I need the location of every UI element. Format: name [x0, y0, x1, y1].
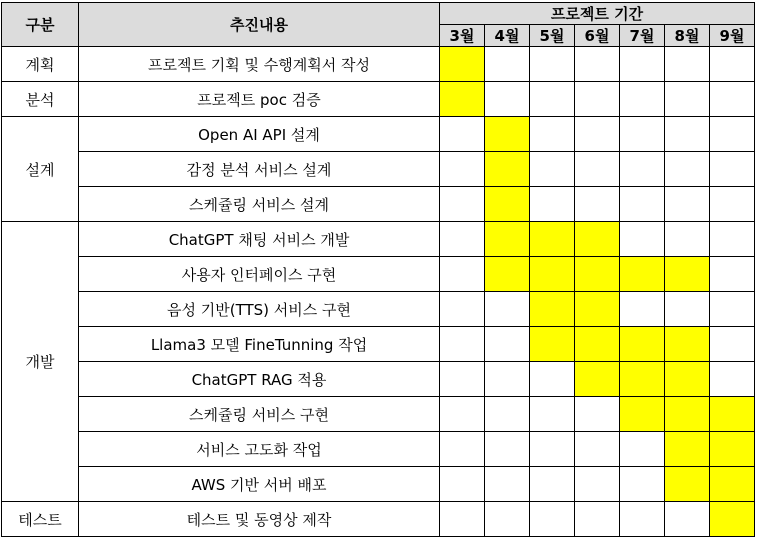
- schedule-cell-active: [575, 362, 620, 397]
- schedule-cell: [575, 117, 620, 152]
- schedule-cell: [575, 502, 620, 537]
- schedule-cell: [665, 292, 710, 327]
- schedule-cell: [485, 292, 530, 327]
- schedule-cell: [710, 187, 755, 222]
- schedule-cell: [665, 502, 710, 537]
- header-task: 추진내용: [79, 3, 440, 47]
- table-row: [2, 397, 755, 432]
- schedule-cell-active: [620, 257, 665, 292]
- schedule-cell-active: [620, 397, 665, 432]
- schedule-cell: [620, 82, 665, 117]
- schedule-cell-active: [665, 467, 710, 502]
- header-month: 3월: [440, 25, 485, 47]
- task-cell: 프로젝트 기획 및 수행계획서 작성: [79, 47, 440, 82]
- schedule-cell-active: [530, 257, 575, 292]
- schedule-cell-active: [485, 152, 530, 187]
- schedule-cell-active: [665, 327, 710, 362]
- schedule-cell: [530, 187, 575, 222]
- schedule-cell: [440, 362, 485, 397]
- schedule-cell: [575, 432, 620, 467]
- schedule-cell: [530, 502, 575, 537]
- schedule-cell: [620, 47, 665, 82]
- schedule-cell: [485, 397, 530, 432]
- schedule-cell: [485, 47, 530, 82]
- schedule-cell: [485, 432, 530, 467]
- schedule-cell: [620, 222, 665, 257]
- schedule-cell: [485, 82, 530, 117]
- schedule-cell-active: [485, 117, 530, 152]
- task-cell: ChatGPT 채팅 서비스 개발: [79, 222, 440, 257]
- schedule-cell-active: [575, 292, 620, 327]
- header-month: 6월: [575, 25, 620, 47]
- schedule-cell: [710, 47, 755, 82]
- schedule-cell: [710, 82, 755, 117]
- schedule-cell: [485, 362, 530, 397]
- schedule-cell-active: [665, 397, 710, 432]
- schedule-cell: [710, 152, 755, 187]
- schedule-cell-active: [665, 362, 710, 397]
- schedule-cell: [575, 187, 620, 222]
- task-cell: Open AI API 설계: [79, 117, 440, 152]
- schedule-cell: [710, 222, 755, 257]
- schedule-cell: [440, 327, 485, 362]
- schedule-cell-active: [485, 222, 530, 257]
- schedule-cell: [530, 397, 575, 432]
- schedule-cell: [440, 502, 485, 537]
- schedule-cell-active: [575, 222, 620, 257]
- schedule-cell: [440, 187, 485, 222]
- table-row: [2, 152, 755, 187]
- header-month: 8월: [665, 25, 710, 47]
- category-cell: 테스트: [2, 502, 79, 537]
- task-cell: 감정 분석 서비스 설계: [79, 152, 440, 187]
- schedule-cell: [620, 292, 665, 327]
- header-period: 프로젝트 기간: [440, 3, 755, 25]
- schedule-cell: [530, 362, 575, 397]
- schedule-cell: [440, 257, 485, 292]
- schedule-cell-active: [710, 467, 755, 502]
- schedule-cell: [485, 502, 530, 537]
- category-cell: 설계: [2, 117, 79, 222]
- table-row: [2, 432, 755, 467]
- schedule-cell: [665, 152, 710, 187]
- header-category: 구분: [2, 3, 79, 47]
- task-cell: ChatGPT RAG 적용: [79, 362, 440, 397]
- task-cell: 스케쥴링 서비스 설계: [79, 187, 440, 222]
- schedule-cell: [440, 117, 485, 152]
- schedule-cell-active: [710, 502, 755, 537]
- schedule-cell: [575, 467, 620, 502]
- category-cell: 분석: [2, 82, 79, 117]
- table-row: [2, 257, 755, 292]
- schedule-cell: [530, 82, 575, 117]
- schedule-cell: [485, 467, 530, 502]
- task-cell: 테스트 및 동영상 제작: [79, 502, 440, 537]
- schedule-cell: [620, 152, 665, 187]
- schedule-cell: [665, 47, 710, 82]
- schedule-cell-active: [530, 327, 575, 362]
- schedule-cell: [620, 187, 665, 222]
- schedule-cell-active: [530, 222, 575, 257]
- schedule-cell-active: [575, 327, 620, 362]
- schedule-cell: [710, 362, 755, 397]
- table-row: [2, 292, 755, 327]
- table-row: [2, 362, 755, 397]
- schedule-cell-active: [440, 47, 485, 82]
- task-cell: Llama3 모델 FineTunning 작업: [79, 327, 440, 362]
- schedule-cell: [530, 47, 575, 82]
- schedule-cell: [530, 432, 575, 467]
- task-cell: 서비스 고도화 작업: [79, 432, 440, 467]
- task-cell: 스케쥴링 서비스 구현: [79, 397, 440, 432]
- table-row: [2, 82, 755, 117]
- category-cell: 개발: [2, 222, 79, 502]
- header-month: 5월: [530, 25, 575, 47]
- table-row: [2, 117, 755, 152]
- schedule-cell: [440, 432, 485, 467]
- schedule-cell-active: [575, 257, 620, 292]
- header-month: 4월: [485, 25, 530, 47]
- task-cell: 사용자 인터페이스 구현: [79, 257, 440, 292]
- schedule-cell-active: [620, 362, 665, 397]
- task-cell: 프로젝트 poc 검증: [79, 82, 440, 117]
- schedule-cell: [620, 502, 665, 537]
- schedule-cell: [620, 467, 665, 502]
- schedule-cell: [485, 327, 530, 362]
- schedule-cell-active: [485, 187, 530, 222]
- schedule-cell: [440, 467, 485, 502]
- schedule-cell-active: [530, 292, 575, 327]
- schedule-cell: [710, 327, 755, 362]
- schedule-cell: [620, 117, 665, 152]
- category-cell: 계획: [2, 47, 79, 82]
- schedule-cell: [440, 292, 485, 327]
- task-cell: 음성 기반(TTS) 서비스 구현: [79, 292, 440, 327]
- schedule-cell: [665, 187, 710, 222]
- schedule-cell: [710, 292, 755, 327]
- schedule-table: [1, 2, 755, 537]
- schedule-cell: [710, 117, 755, 152]
- schedule-cell: [575, 47, 620, 82]
- schedule-cell: [575, 397, 620, 432]
- schedule-cell: [530, 117, 575, 152]
- schedule-cell-active: [485, 257, 530, 292]
- table-row: [2, 502, 755, 537]
- table-row: [2, 327, 755, 362]
- header-month: 9월: [710, 25, 755, 47]
- schedule-cell-active: [710, 397, 755, 432]
- task-cell: AWS 기반 서버 배포: [79, 467, 440, 502]
- schedule-cell-active: [665, 432, 710, 467]
- schedule-cell: [530, 467, 575, 502]
- schedule-cell: [710, 257, 755, 292]
- table-row: [2, 467, 755, 502]
- schedule-cell-active: [440, 82, 485, 117]
- schedule-cell: [665, 117, 710, 152]
- schedule-cell: [575, 152, 620, 187]
- schedule-cell-active: [620, 327, 665, 362]
- schedule-cell: [575, 82, 620, 117]
- schedule-cell-active: [665, 257, 710, 292]
- schedule-cell: [530, 152, 575, 187]
- schedule-cell-active: [710, 432, 755, 467]
- schedule-cell: [440, 397, 485, 432]
- table-row: [2, 47, 755, 82]
- header-month: 7월: [620, 25, 665, 47]
- table-row: [2, 222, 755, 257]
- table-row: [2, 187, 755, 222]
- schedule-cell: [440, 152, 485, 187]
- schedule-cell: [440, 222, 485, 257]
- schedule-cell: [665, 82, 710, 117]
- schedule-cell: [665, 222, 710, 257]
- schedule-cell: [620, 432, 665, 467]
